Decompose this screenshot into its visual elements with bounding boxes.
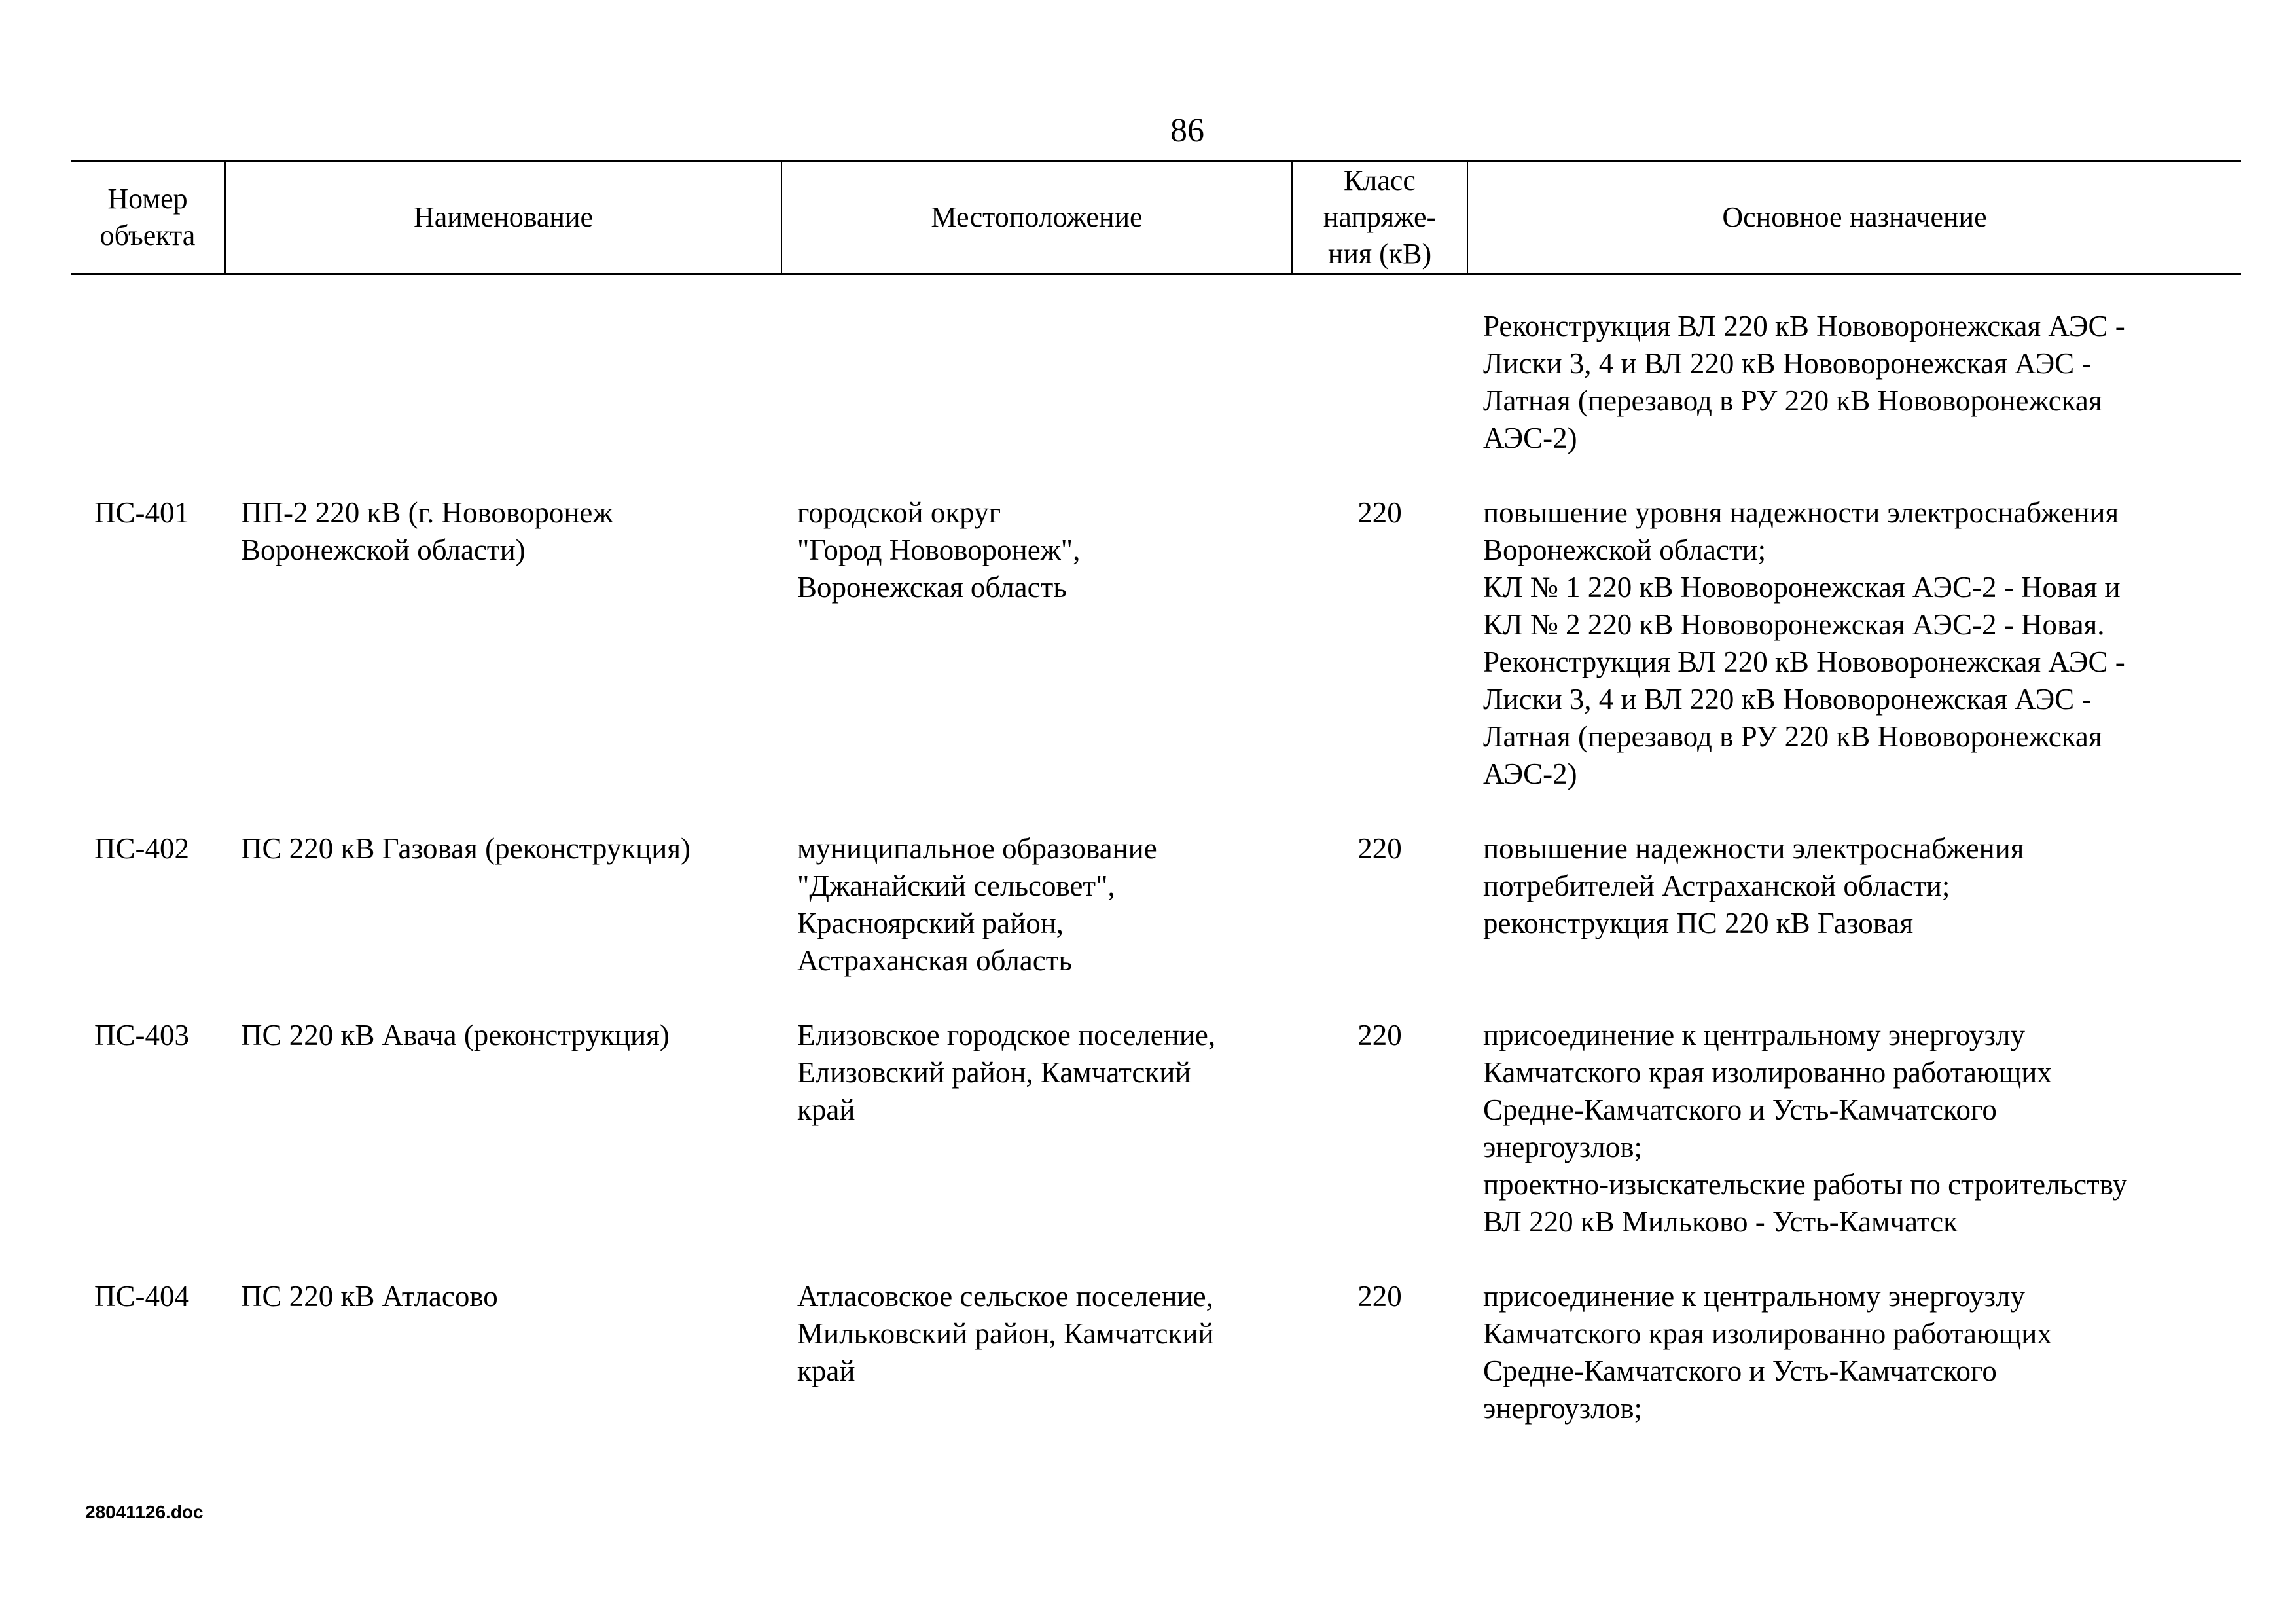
table-header xyxy=(71,160,2241,275)
header-voltage-text: Класс напряже- ния (кВ) xyxy=(1323,164,1437,270)
table-row xyxy=(71,1017,2241,1241)
table-row xyxy=(71,1278,2241,1427)
cell-name: ПС 220 кВ Газовая (реконструкция) xyxy=(241,832,691,865)
cell-purpose: присоединение к центральному энергоузлу Камчатского края изолированно работающих Средне-Камчатского и Усть-Камчатского энергоузлов; xyxy=(1483,1280,2052,1425)
header-location xyxy=(781,161,1292,274)
cell-location: Елизовское городское поселение, Елизовский район, Камчатский край xyxy=(797,1019,1216,1126)
header-number-text: Номер объекта xyxy=(99,183,196,251)
cell-purpose: повышение уровня надежности электроснабжения Воронежской области; КЛ № 1 220 кВ Нововоронежская АЭС-2 - Новая и КЛ № 2 220 кВ Нововоронежская АЭС-2 - Новая. Реконструкция ВЛ 220 кВ Нововоронежская АЭС - Лиски 3, 4 и ВЛ 220 кВ Нововоронежская АЭС - Латная (перезавод в РУ 220 кВ Нововоронежская АЭС-2) xyxy=(1483,496,2125,790)
cell-voltage: 220 xyxy=(1357,496,1402,529)
cell-location: городской округ "Город Нововоронеж", Воронежская область xyxy=(797,496,1081,604)
cell-purpose: повышение надежности электроснабжения потребителей Астраханской области; реконструкция ПС 220 кВ Газовая xyxy=(1483,832,2024,939)
table-body xyxy=(71,308,2241,1465)
page-number: 86 xyxy=(1170,112,1204,149)
cell-location xyxy=(781,308,1292,457)
header-purpose-text: Основное назначение xyxy=(1722,201,1987,233)
cell-name xyxy=(225,308,781,457)
cell-voltage: 220 xyxy=(1357,1280,1402,1313)
cell-number: ПС-403 xyxy=(94,1019,189,1051)
cell-purpose: Реконструкция ВЛ 220 кВ Нововоронежская АЭС - Лиски 3, 4 и ВЛ 220 кВ Нововоронежская АЭС - Латная (перезавод в РУ 220 кВ Нововоронежская АЭС-2) xyxy=(1483,310,2125,454)
cell-name: ПП-2 220 кВ (г. Нововоронеж Воронежской области) xyxy=(241,496,613,566)
header-voltage xyxy=(1292,161,1467,274)
footer-filename: 28041126.doc xyxy=(85,1502,204,1522)
cell-voltage: 220 xyxy=(1357,1019,1402,1051)
cell-location: муниципальное образование "Джанайский сельсовет", Красноярский район, Астраханская область xyxy=(797,832,1157,977)
cell-name: ПС 220 кВ Атласово xyxy=(241,1280,498,1313)
cell-name: ПС 220 кВ Авача (реконструкция) xyxy=(241,1019,670,1051)
cell-number: ПС-401 xyxy=(94,496,189,529)
cell-location: Атласовское сельское поселение, Мильковский район, Камчатский край xyxy=(797,1280,1214,1387)
header-name xyxy=(225,161,781,274)
header-purpose xyxy=(1467,161,2241,274)
table-row-continuation xyxy=(71,308,2241,457)
header-location-text: Местоположение xyxy=(931,201,1143,233)
cell-number: ПС-404 xyxy=(94,1280,189,1313)
header-name-text: Наименование xyxy=(413,201,594,233)
header-number xyxy=(71,161,225,274)
cell-number: ПС-402 xyxy=(94,832,189,865)
table-row xyxy=(71,830,2241,979)
cell-voltage xyxy=(1292,308,1467,457)
table-row xyxy=(71,494,2241,793)
cell-voltage: 220 xyxy=(1357,832,1402,865)
cell-purpose: присоединение к центральному энергоузлу Камчатского края изолированно работающих Средне-Камчатского и Усть-Камчатского энергоузлов; проектно-изыскательские работы по строительству ВЛ 220 кВ Мильково - Усть-Камчатск xyxy=(1483,1019,2127,1238)
cell-number xyxy=(71,308,225,457)
